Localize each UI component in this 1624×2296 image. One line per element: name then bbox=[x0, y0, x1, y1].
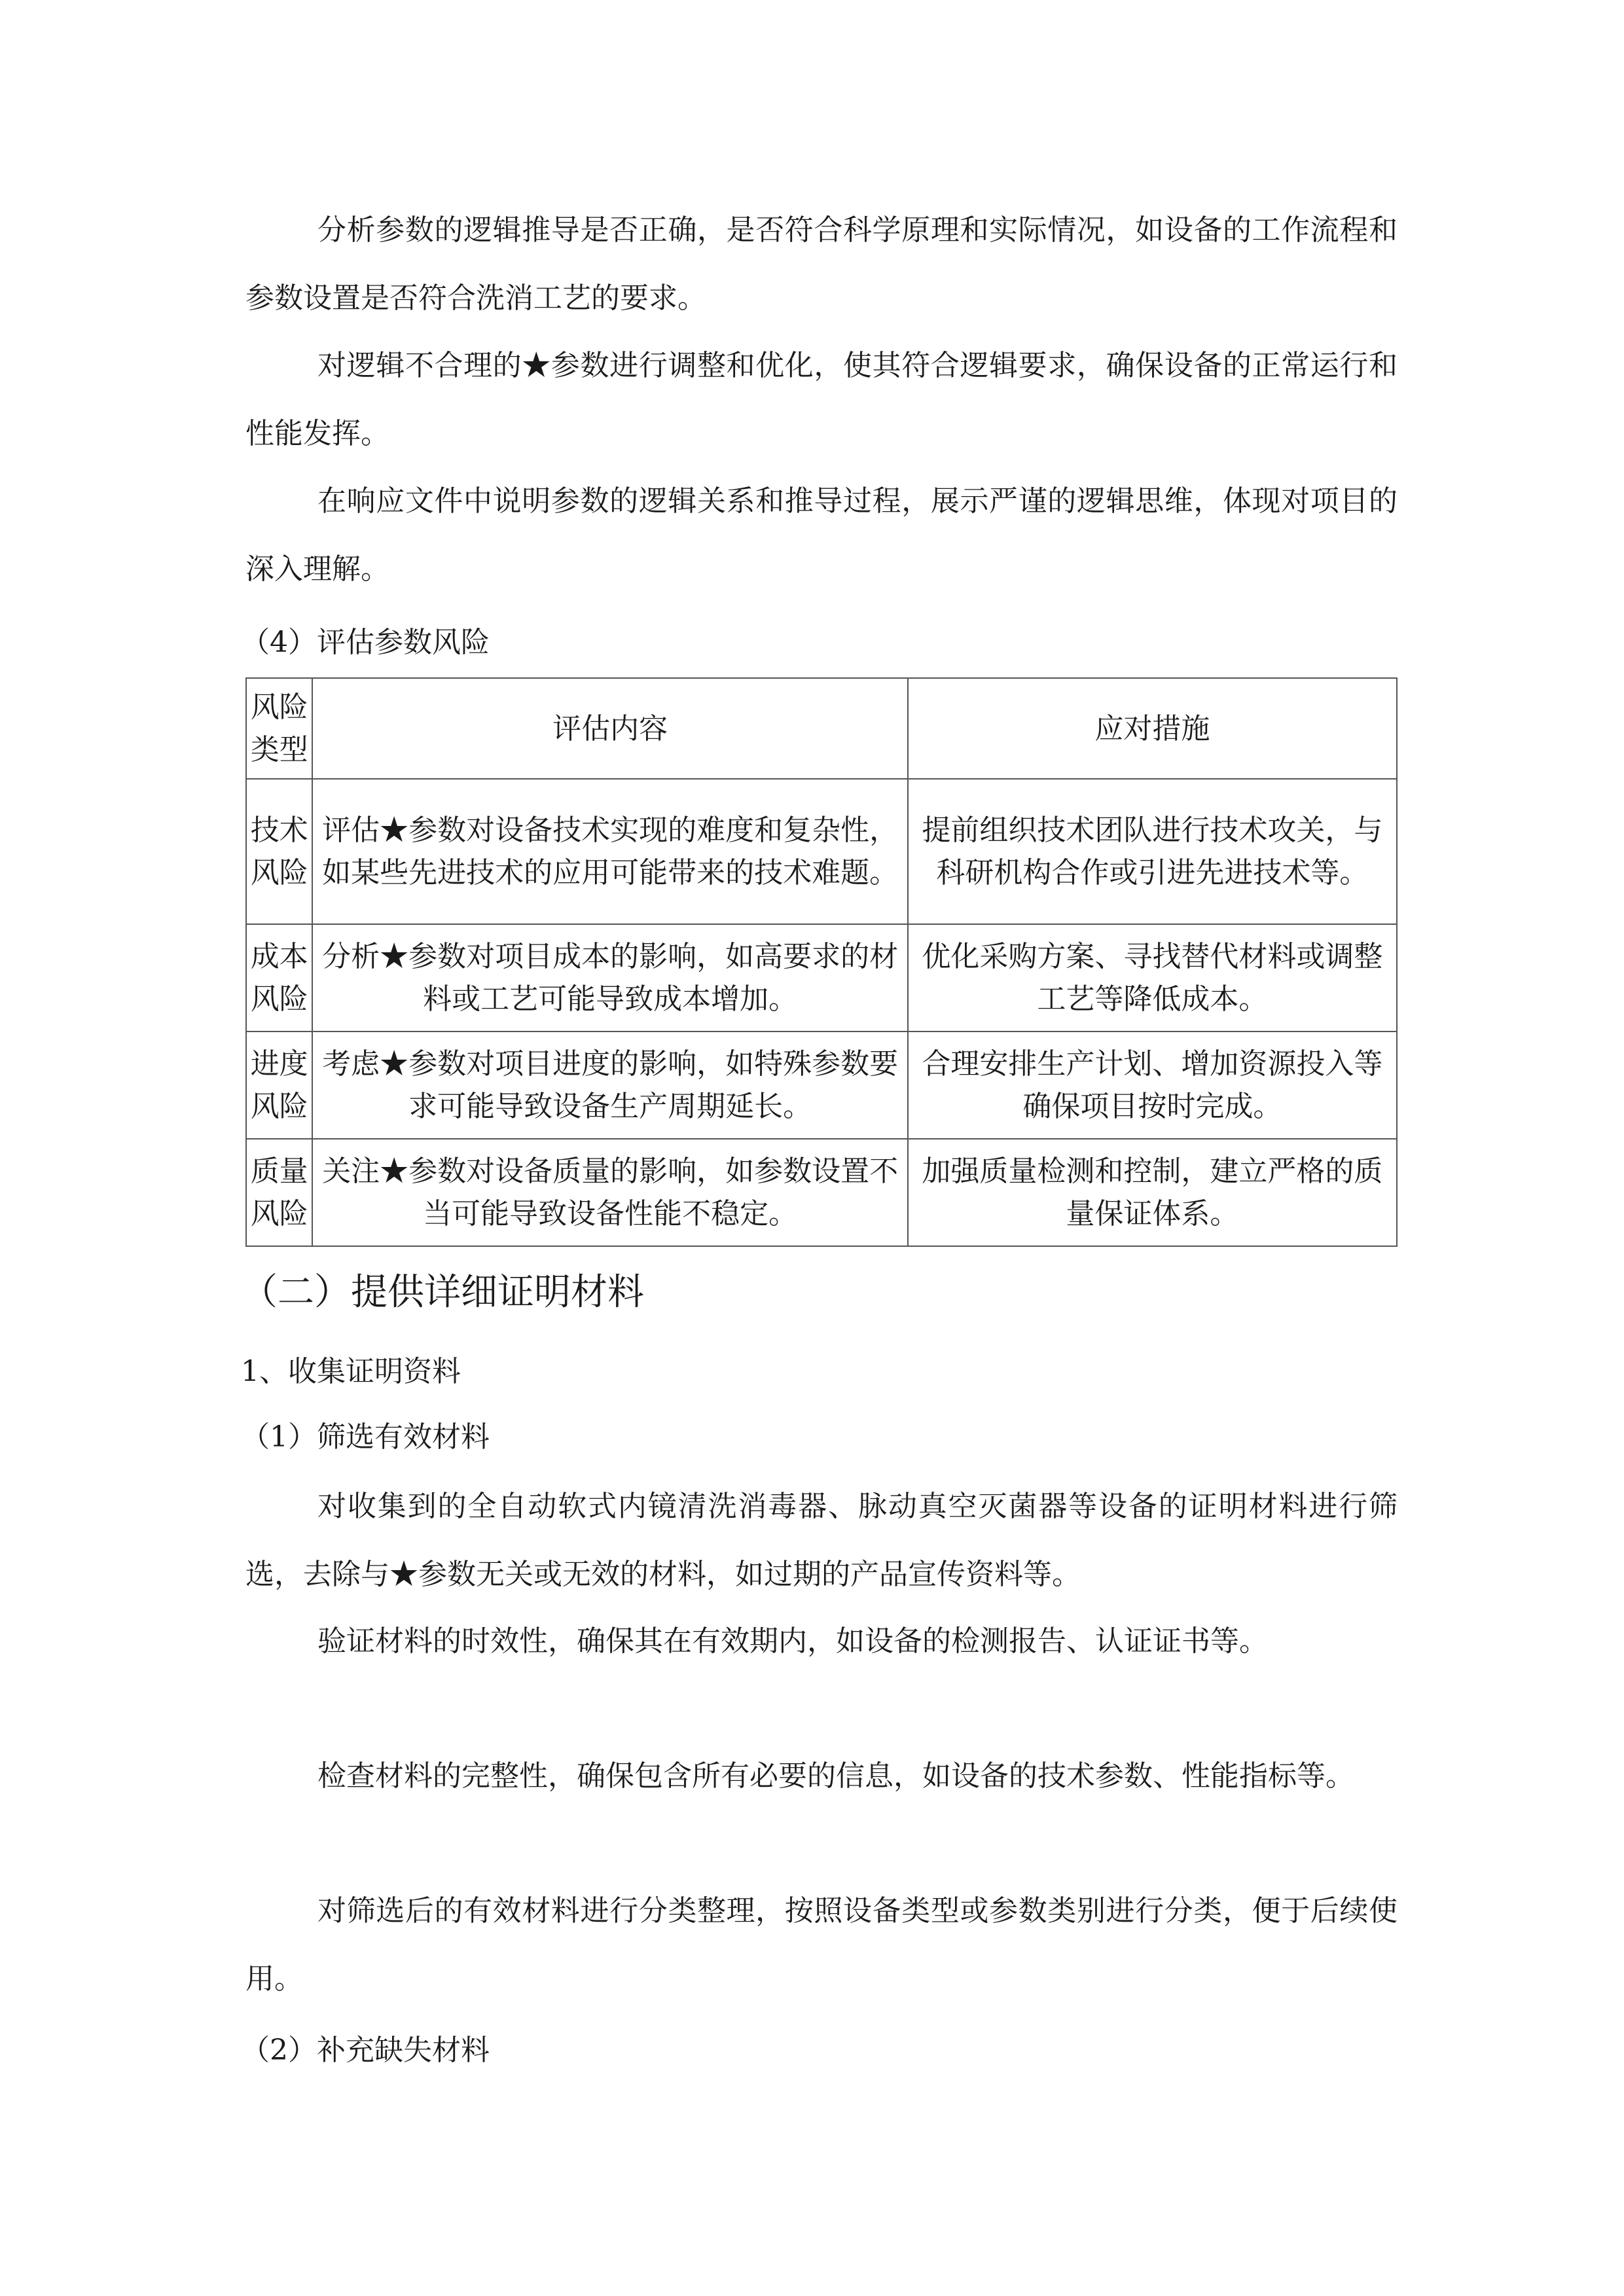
cell-content: 分析★参数对项目成本的影响，如高要求的材料或工艺可能导致成本增加。 bbox=[312, 924, 907, 1031]
table-row bbox=[246, 1031, 1397, 1139]
paragraph-filter-materials: 对收集到的全自动软式内镜清洗消毒器、脉动真空灭菌器等设备的证明材料进行筛选，去除与★参数无关或无效的材料，如过期的产品宣传资料等。 bbox=[245, 1490, 1398, 1591]
section-title: （二）提供详细证明材料 bbox=[241, 1271, 644, 1314]
table-header-row bbox=[246, 678, 1397, 779]
subsection-heading-filter: （1）筛选有效材料 bbox=[241, 1420, 490, 1454]
cell-measure: 合理安排生产计划、增加资源投入等确保项目按时完成。 bbox=[908, 1031, 1397, 1139]
table-row bbox=[246, 924, 1397, 1031]
cell-measure: 优化采购方案、寻找替代材料或调整工艺等降低成本。 bbox=[908, 924, 1397, 1031]
paragraph-classify: 对筛选后的有效材料进行分类整理，按照设备类型或参数类别进行分类，便于后续使用。 bbox=[245, 1894, 1398, 1996]
paragraph-logic-check: 分析参数的逻辑推导是否正确，是否符合科学原理和实际情况，如设备的工作流程和参数设置是否符合洗消工艺的要求。 bbox=[245, 213, 1398, 315]
header-risk-type: 风险类型 bbox=[246, 678, 312, 779]
cell-content: 关注★参数对设备质量的影响，如参数设置不当可能导致设备性能不稳定。 bbox=[312, 1139, 907, 1246]
subsection-heading-supplement: （2）补充缺失材料 bbox=[241, 2034, 490, 2067]
cell-measure: 提前组织技术团队进行技术攻关，与科研机构合作或引进先进技术等。 bbox=[908, 779, 1397, 924]
header-measure: 应对措施 bbox=[908, 678, 1397, 779]
table-row bbox=[246, 1139, 1397, 1246]
cell-risk-type: 质量风险 bbox=[246, 1139, 312, 1246]
subsection-heading-risk: （4）评估参数风险 bbox=[241, 626, 490, 659]
cell-risk-type: 进度风险 bbox=[246, 1031, 312, 1139]
paragraph-logic-adjust: 对逻辑不合理的★参数进行调整和优化，使其符合逻辑要求，确保设备的正常运行和性能发挥。 bbox=[245, 349, 1398, 450]
item-heading-collect: 1、收集证明资料 bbox=[241, 1355, 461, 1388]
cell-measure: 加强质量检测和控制，建立严格的质量保证体系。 bbox=[908, 1139, 1397, 1246]
cell-content: 考虑★参数对项目进度的影响，如特殊参数要求可能导致设备生产周期延长。 bbox=[312, 1031, 907, 1139]
paragraph-check-completeness: 检查材料的完整性，确保包含所有必要的信息，如设备的技术参数、性能指标等。 bbox=[317, 1759, 1354, 1793]
header-content: 评估内容 bbox=[312, 678, 907, 779]
paragraph-verify-validity: 验证材料的时效性，确保其在有效期内，如设备的检测报告、认证证书等。 bbox=[317, 1624, 1268, 1658]
cell-content: 评估★参数对设备技术实现的难度和复杂性，如某些先进技术的应用可能带来的技术难题。 bbox=[312, 779, 907, 924]
cell-risk-type: 技术风险 bbox=[246, 779, 312, 924]
cell-risk-type: 成本风险 bbox=[246, 924, 312, 1031]
risk-table bbox=[245, 677, 1398, 1247]
table-row bbox=[246, 779, 1397, 924]
paragraph-logic-explain: 在响应文件中说明参数的逻辑关系和推导过程，展示严谨的逻辑思维，体现对项目的深入理解。 bbox=[245, 484, 1398, 586]
